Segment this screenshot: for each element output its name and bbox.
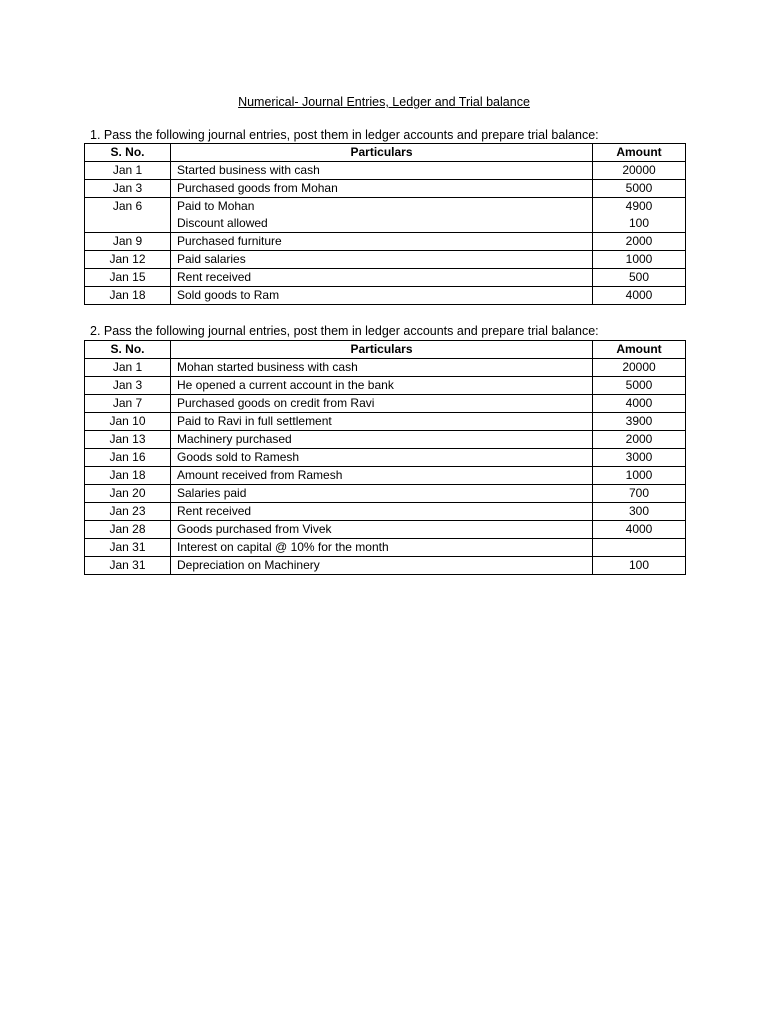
row-date: Jan 23 [85, 503, 171, 521]
row-date: Jan 1 [85, 162, 171, 180]
row-amount: 700 [593, 485, 686, 503]
row-particulars: He opened a current account in the bank [171, 377, 593, 395]
table-row [85, 269, 686, 287]
row-amount-stack [593, 198, 686, 233]
row-date: Jan 9 [85, 233, 171, 251]
row-particulars-secondary: Discount allowed [177, 216, 268, 230]
question-1-text: 1. Pass the following journal entries, post them in ledger accounts and prepare trial balance: [90, 128, 599, 142]
row-particulars: Paid to Ravi in full settlement [171, 413, 593, 431]
row-date: Jan 1 [85, 359, 171, 377]
row-amount: 3000 [593, 449, 686, 467]
table-row [85, 539, 686, 557]
table-row [85, 431, 686, 449]
document-title: Numerical- Journal Entries, Ledger and Trial balance [238, 95, 530, 109]
journal-table-1 [84, 143, 686, 305]
table-row [85, 395, 686, 413]
row-particulars: Goods sold to Ramesh [171, 449, 593, 467]
row-date: Jan 31 [85, 557, 171, 575]
row-particulars: Purchased furniture [171, 233, 593, 251]
row-amount: 3900 [593, 413, 686, 431]
table-row [85, 180, 686, 198]
header-sno: S. No. [85, 341, 171, 359]
row-particulars: Goods purchased from Vivek [171, 521, 593, 539]
row-particulars: Sold goods to Ram [171, 287, 593, 305]
table-row [85, 287, 686, 305]
row-particulars: Machinery purchased [171, 431, 593, 449]
header-amount: Amount [593, 144, 686, 162]
row-date: Jan 18 [85, 287, 171, 305]
row-particulars: Salaries paid [171, 485, 593, 503]
row-date: Jan 10 [85, 413, 171, 431]
row-amount: 1000 [593, 251, 686, 269]
journal-table-2 [84, 340, 686, 575]
table-row [85, 377, 686, 395]
row-date: Jan 28 [85, 521, 171, 539]
header-particulars: Particulars [171, 144, 593, 162]
row-amount: 2000 [593, 431, 686, 449]
row-date: Jan 31 [85, 539, 171, 557]
row-amount: 20000 [593, 162, 686, 180]
table-row [85, 503, 686, 521]
row-date: Jan 3 [85, 180, 171, 198]
row-particulars: Started business with cash [171, 162, 593, 180]
row-amount: 2000 [593, 233, 686, 251]
table-row [85, 467, 686, 485]
row-amount: 300 [593, 503, 686, 521]
row-date: Jan 18 [85, 467, 171, 485]
row-amount: 4900 [625, 199, 653, 213]
row-particulars: Mohan started business with cash [171, 359, 593, 377]
header-particulars: Particulars [171, 341, 593, 359]
row-amount: 5000 [593, 180, 686, 198]
row-amount: 20000 [593, 359, 686, 377]
question-2-text: 2. Pass the following journal entries, post them in ledger accounts and prepare trial balance: [90, 324, 599, 338]
row-date: Jan 20 [85, 485, 171, 503]
table-row [85, 198, 686, 233]
row-amount-secondary: 100 [628, 216, 650, 230]
row-date: Jan 12 [85, 251, 171, 269]
header-sno: S. No. [85, 144, 171, 162]
table-row [85, 521, 686, 539]
row-amount: 4000 [593, 395, 686, 413]
row-date: Jan 7 [85, 395, 171, 413]
table-row [85, 251, 686, 269]
row-particulars: Paid salaries [171, 251, 593, 269]
row-particulars: Rent received [171, 503, 593, 521]
row-particulars: Depreciation on Machinery [171, 557, 593, 575]
row-amount: 4000 [593, 521, 686, 539]
header-amount: Amount [593, 341, 686, 359]
row-particulars: Purchased goods from Mohan [171, 180, 593, 198]
table-header-row [85, 341, 686, 359]
table-row [85, 233, 686, 251]
row-particulars: Rent received [171, 269, 593, 287]
table-row [85, 557, 686, 575]
row-particulars-stack [171, 198, 593, 233]
row-amount: 100 [593, 557, 686, 575]
row-amount: 5000 [593, 377, 686, 395]
row-date: Jan 13 [85, 431, 171, 449]
row-amount: 4000 [593, 287, 686, 305]
row-particulars: Purchased goods on credit from Ravi [171, 395, 593, 413]
table-row [85, 449, 686, 467]
table-header-row [85, 144, 686, 162]
row-amount: 1000 [593, 467, 686, 485]
row-date: Jan 16 [85, 449, 171, 467]
table-row [85, 485, 686, 503]
table-row [85, 162, 686, 180]
row-particulars: Amount received from Ramesh [171, 467, 593, 485]
table-row [85, 359, 686, 377]
row-date: Jan 15 [85, 269, 171, 287]
table-row [85, 413, 686, 431]
row-amount: 500 [593, 269, 686, 287]
row-amount [593, 539, 686, 557]
row-date: Jan 6 [85, 198, 171, 233]
row-date: Jan 3 [85, 377, 171, 395]
row-particulars: Interest on capital @ 10% for the month [171, 539, 593, 557]
row-particulars: Paid to Mohan [177, 199, 255, 213]
